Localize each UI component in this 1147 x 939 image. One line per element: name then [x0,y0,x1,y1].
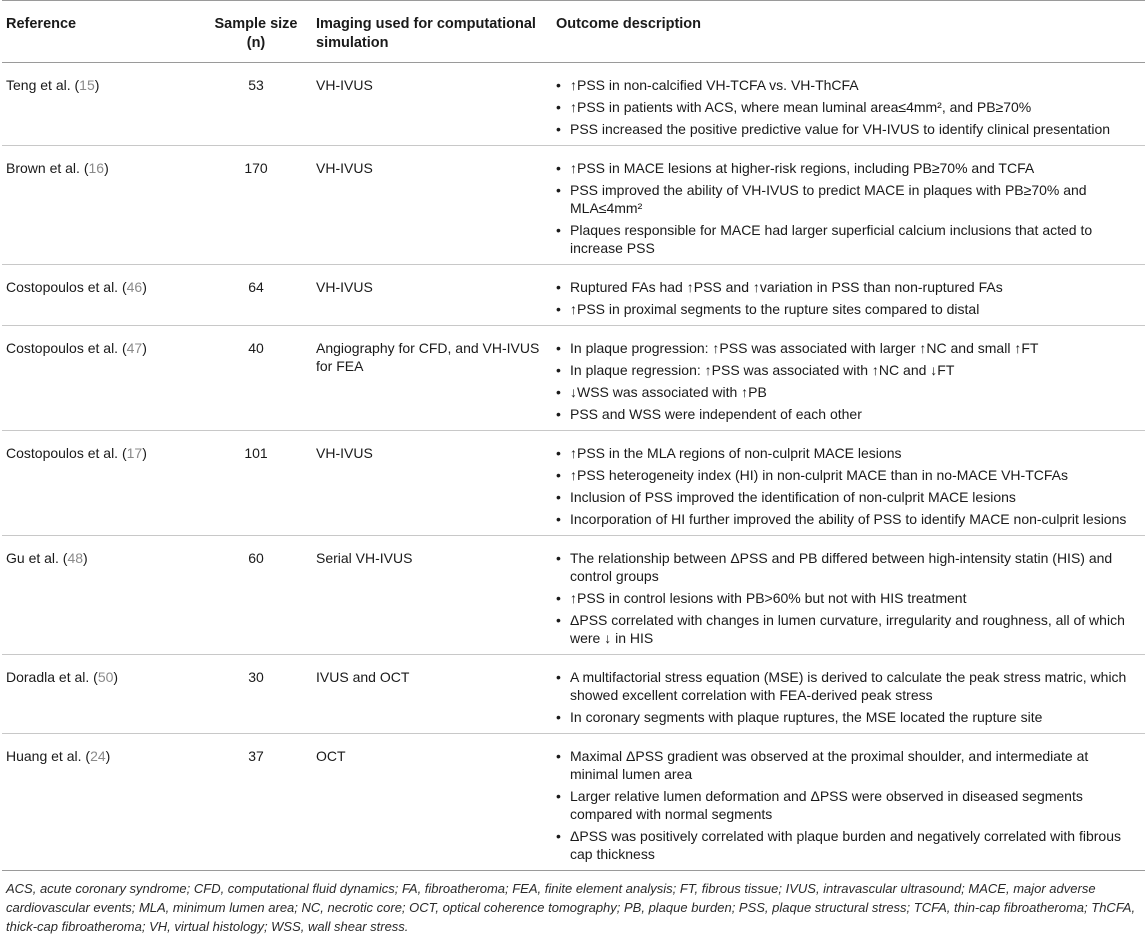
citation-link[interactable]: 16 [88,160,105,176]
outcome-item: • ↑PSS in patients with ACS, where mean luminal area≤4mm², and PB≥70% [556,98,1139,116]
cell-reference [2,265,202,326]
outcome-item: • PSS improved the ability of VH-IVUS to predict MACE in plaques with PB≥70% and MLA≤4mm² [556,181,1139,217]
table-body [2,63,1145,871]
reference-author: Gu et al. ( [6,550,68,566]
cell-reference [2,655,202,734]
citation-link[interactable]: 50 [97,669,114,685]
outcome-item: • PSS increased the positive predictive value for VH-IVUS to identify clinical presentation [556,120,1139,138]
cell-reference [2,326,202,431]
outcome-list [556,747,1139,863]
reference-author: Brown et al. ( [6,160,89,176]
cell-imaging: VH-IVUS [312,146,552,265]
outcome-list [556,549,1139,647]
reference-close: ) [142,279,147,295]
cell-sample-size: 30 [202,655,312,734]
cell-outcome [552,146,1145,265]
citation-link[interactable]: 24 [90,748,106,764]
outcome-item: • ↑PSS in control lesions with PB>60% but not with HIS treatment [556,589,1139,607]
table-footnote: ACS, acute coronary syndrome; CFD, computational fluid dynamics; FA, fibroatheroma; FEA, finite element analysis; FT, fibrous tissue; IVUS, intravascular ultrasound; MACE, major adverse cardiovascular events; MLA, minimum lumen area; NC, necrotic core; OCT, optical coherence tomography; PB, plaque burden; PSS, plaque structural stress; TCFA, thin-cap fibroatheroma; ThCFA, thick-cap fibroatheroma; VH, virtual histology; WSS, wall shear stress. [6,881,1136,934]
cell-sample-size: 101 [202,431,312,536]
outcome-list [556,339,1139,423]
cell-sample-size: 37 [202,734,312,871]
cell-outcome [552,326,1145,431]
outcome-item: • Larger relative lumen deformation and ΔPSS were observed in diseased segments compared with normal segments [556,787,1139,823]
cell-sample-size: 64 [202,265,312,326]
reference-author: Costopoulos et al. ( [6,445,127,461]
outcome-item: • ↑PSS in proximal segments to the rupture sites compared to distal [556,300,1139,318]
reference-close: ) [105,748,111,764]
cell-imaging: Angiography for CFD, and VH-IVUS for FEA [312,326,552,431]
reference-author: Teng et al. ( [6,77,80,93]
outcome-item: • Plaques responsible for MACE had larger superficial calcium inclusions that acted to increase PSS [556,221,1139,257]
outcome-list [556,159,1139,257]
cell-imaging: VH-IVUS [312,63,552,146]
reference-author: Costopoulos et al. ( [6,279,127,295]
cell-imaging: OCT [312,734,552,871]
reference-author: Huang et al. ( [6,748,91,764]
reference-author: Costopoulos et al. ( [6,340,127,356]
citation-link[interactable]: 15 [79,77,95,93]
cell-sample-size: 170 [202,146,312,265]
cell-sample-size: 53 [202,63,312,146]
reference-close: ) [142,340,147,356]
table-row [2,734,1145,871]
cell-reference [2,536,202,655]
outcome-item: • Ruptured FAs had ↑PSS and ↑variation in PSS than non-ruptured FAs [556,278,1139,296]
header-row [2,1,1145,63]
outcome-item: • In coronary segments with plaque ruptures, the MSE located the rupture site [556,708,1139,726]
outcome-item: • Incorporation of HI further improved the ability of PSS to identify MACE non-culprit lesions [556,510,1139,528]
reference-close: ) [104,160,109,176]
outcome-item: • ↑PSS in non-calcified VH-TCFA vs. VH-ThCFA [556,76,1139,94]
cell-sample-size: 60 [202,536,312,655]
cell-outcome [552,734,1145,871]
outcome-item: • Maximal ΔPSS gradient was observed at the proximal shoulder, and intermediate at minimal lumen area [556,747,1139,783]
cell-reference [2,431,202,536]
outcome-item: • In plaque progression: ↑PSS was associated with larger ↑NC and small ↑FT [556,339,1139,357]
outcome-item: • A multifactorial stress equation (MSE) is derived to calculate the peak stress matric, which showed excellent correlation with FEA-derived peak stress [556,668,1139,704]
cell-reference [2,63,202,146]
table-row [2,63,1145,146]
citation-link[interactable]: 48 [67,550,84,566]
table-header [2,1,1145,63]
outcome-item: • ΔPSS correlated with changes in lumen curvature, irregularity and roughness, all of which were ↓ in HIS [556,611,1139,647]
header-outcome: Outcome description [552,1,1145,63]
reference-close: ) [83,550,88,566]
outcome-item: • Inclusion of PSS improved the identification of non-culprit MACE lesions [556,488,1139,506]
outcome-list [556,668,1139,726]
table-row [2,146,1145,265]
citation-link[interactable]: 47 [126,340,143,356]
cell-imaging: VH-IVUS [312,431,552,536]
outcome-item: • ↑PSS in MACE lesions at higher-risk regions, including PB≥70% and TCFA [556,159,1139,177]
citation-link[interactable]: 17 [126,445,143,461]
outcome-item: • ↑PSS heterogeneity index (HI) in non-culprit MACE than in no-MACE VH-TCFAs [556,466,1139,484]
outcome-item: • ΔPSS was positively correlated with plaque burden and negatively correlated with fibrous cap thickness [556,827,1139,863]
header-reference: Reference [2,1,202,63]
table-row [2,431,1145,536]
cell-imaging: VH-IVUS [312,265,552,326]
cell-outcome [552,431,1145,536]
outcome-list [556,444,1139,528]
cell-imaging: Serial VH-IVUS [312,536,552,655]
cell-outcome [552,265,1145,326]
cell-outcome [552,63,1145,146]
studies-table [2,0,1145,871]
header-imaging: Imaging used for computational simulation [312,1,552,63]
table-row [2,655,1145,734]
citation-link[interactable]: 46 [126,279,143,295]
reference-close: ) [113,669,119,685]
table-row [2,326,1145,431]
cell-outcome [552,655,1145,734]
reference-close: ) [142,445,147,461]
outcome-item: • ↓WSS was associated with ↑PB [556,383,1139,401]
outcome-item: • ↑PSS in the MLA regions of non-culprit MACE lesions [556,444,1139,462]
outcome-list [556,76,1139,138]
reference-close: ) [94,77,100,93]
outcome-item: • The relationship between ΔPSS and PB differed between high-intensity statin (HIS) and control groups [556,549,1139,585]
cell-reference [2,146,202,265]
reference-author: Doradla et al. ( [6,669,98,685]
cell-reference [2,734,202,871]
cell-sample-size: 40 [202,326,312,431]
table-row [2,265,1145,326]
cell-outcome [552,536,1145,655]
outcome-list [556,278,1139,318]
header-sample-size: Sample size (n) [202,1,312,63]
cell-imaging: IVUS and OCT [312,655,552,734]
outcome-item: • PSS and WSS were independent of each other [556,405,1139,423]
table-row [2,536,1145,655]
outcome-item: • In plaque regression: ↑PSS was associated with ↑NC and ↓FT [556,361,1139,379]
